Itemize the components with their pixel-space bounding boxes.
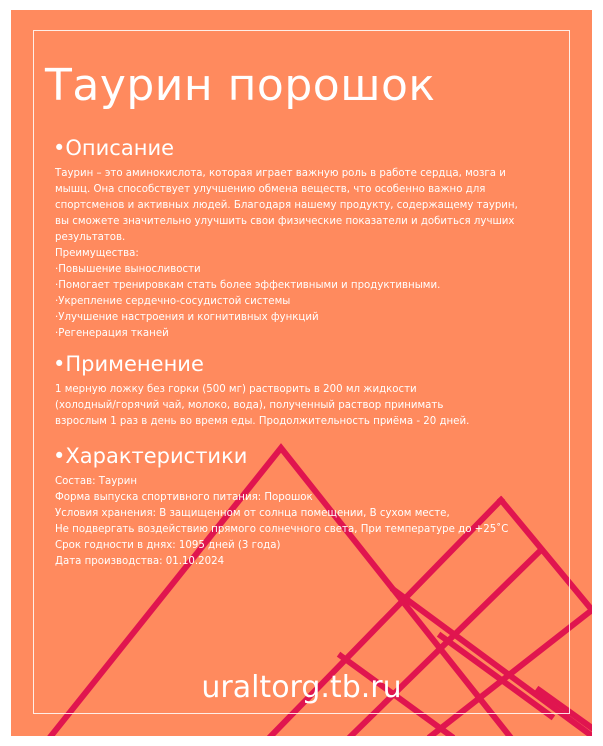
benefit-item: ·Укрепление сердечно-сосудистой системы: [55, 296, 291, 307]
specs-heading: •Характеристики: [53, 444, 248, 468]
spec-line: Срок годности в днях: 1095 дней (3 года): [55, 540, 281, 551]
spec-line: Состав: Таурин: [55, 476, 138, 487]
description-line: мышц. Она способствует улучшению обмена веществ, что особенно важно для: [55, 184, 486, 195]
spec-line: Дата производства: 01.10.2024: [55, 556, 225, 567]
product-card: [11, 10, 592, 736]
specs-section: [55, 444, 565, 570]
description-line: результатов.: [55, 232, 126, 243]
benefit-item: ·Улучшение настроения и когнитивных функций: [55, 312, 319, 323]
usage-section: [55, 352, 560, 430]
spec-line: Условия хранения: В защищенном от солнца помещении, В сухом месте,: [55, 508, 450, 519]
benefit-item: ·Помогает тренировкам стать более эффективными и продуктивными.: [55, 280, 441, 291]
description-heading: •Описание: [53, 136, 175, 160]
description-line: вы сможете значительно улучшить свои физические показатели и добиться лучших: [55, 216, 515, 227]
usage-line: взрослым 1 раз в день во время еды. Продолжительность приёма - 20 дней.: [55, 416, 470, 427]
description-line: спортсменов и активных людей. Благодаря нашему продукту, содержащему таурин,: [55, 200, 518, 211]
description-line: Таурин – это аминокислота, которая играет важную роль в работе сердца, мозга и: [55, 168, 506, 179]
spec-line: Форма выпуска спортивного питания: Порошок: [55, 492, 313, 503]
benefit-item: ·Регенерация тканей: [55, 328, 169, 339]
benefit-item: ·Повышение выносливости: [55, 264, 201, 275]
benefits-title: Преимущества:: [55, 248, 139, 259]
spec-line: Не подвергать воздействию прямого солнечного света, При температуре до +25˚C: [55, 524, 509, 535]
page-title: Таурин порошок: [45, 60, 436, 111]
footer-url: uraltorg.tb.ru: [201, 670, 402, 705]
usage-heading: •Применение: [53, 352, 204, 376]
usage-line: (холодный/горячий чай, молоко, вода), полученный раствор принимать: [55, 400, 444, 411]
description-section: [55, 136, 560, 342]
usage-line: 1 мерную ложку без горки (500 мг) растворить в 200 мл жидкости: [55, 384, 417, 395]
